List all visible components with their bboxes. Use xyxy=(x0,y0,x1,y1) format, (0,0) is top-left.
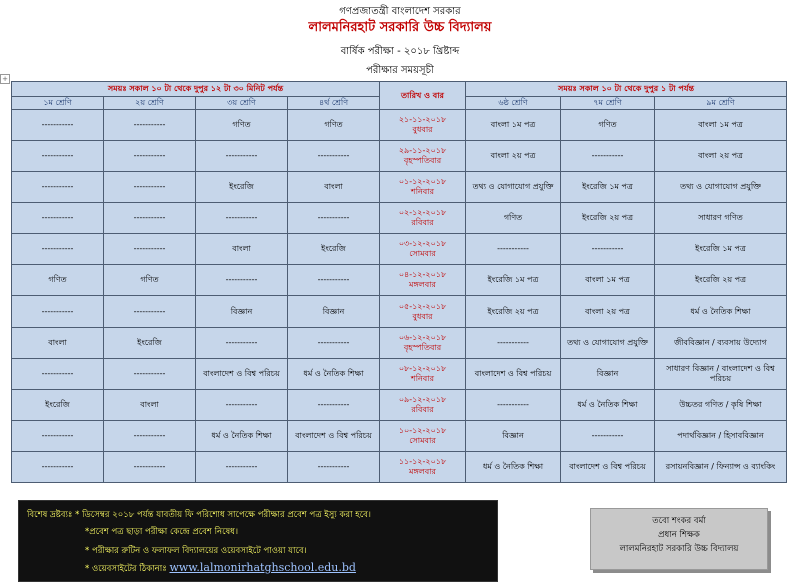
column-header: ২য় শ্রেণি xyxy=(104,97,196,110)
column-header: ৪র্থ শ্রেণি xyxy=(288,97,380,110)
subject-cell: বাংলাদেশ ও বিশ্ব পরিচয় xyxy=(466,358,561,389)
date-cell xyxy=(380,141,466,172)
subject-cell: বাংলাদেশ ও বিশ্ব পরিচয় xyxy=(288,420,380,451)
table-row xyxy=(12,172,787,203)
website-label: * ওয়েবসাইটের ঠিকানাঃ xyxy=(85,564,167,574)
subject-cell: ----------- xyxy=(104,110,196,141)
subject-cell: ----------- xyxy=(12,234,104,265)
exam-date: ০২-১২-২০১৮ xyxy=(398,208,447,218)
date-cell xyxy=(380,389,466,420)
subject-cell: ইংরেজি ২য় পত্র xyxy=(561,203,655,234)
subject-cell: উচ্চতর গণিত / কৃষি শিক্ষা xyxy=(655,389,787,420)
subject-cell: সাধারণ বিজ্ঞান / বাংলাদেশ ও বিশ্ব পরিচয় xyxy=(655,358,787,389)
subject-cell: ----------- xyxy=(104,234,196,265)
subject-cell: ----------- xyxy=(196,389,288,420)
column-header: ৯ম শ্রেণি xyxy=(655,97,787,110)
subject-cell: সাধারণ গণিত xyxy=(655,203,787,234)
subject-cell: ইংরেজি ১ম পত্র xyxy=(655,234,787,265)
subject-cell: গণিত xyxy=(466,203,561,234)
subject-cell: ইংরেজি xyxy=(196,172,288,203)
date-cell xyxy=(380,296,466,327)
exam-day: সোমবার xyxy=(409,249,436,259)
subject-cell: বাংলা xyxy=(196,234,288,265)
subject-cell: ----------- xyxy=(196,451,288,482)
subject-cell: ----------- xyxy=(104,203,196,234)
subject-cell: ----------- xyxy=(12,420,104,451)
subject-cell: ইংরেজি ২য় পত্র xyxy=(655,265,787,296)
date-cell xyxy=(380,265,466,296)
subject-cell: পদার্থবিজ্ঞান / হিসাববিজ্ঞান xyxy=(655,420,787,451)
subject-cell: ----------- xyxy=(561,234,655,265)
date-cell xyxy=(380,110,466,141)
exam-schedule-table xyxy=(11,81,787,483)
govt-title: গণপ্রজাতন্ত্রী বাংলাদেশ সরকার xyxy=(339,6,461,17)
subject-cell: বাংলা ২য় পত্র xyxy=(655,141,787,172)
subject-cell: বিজ্ঞান xyxy=(196,296,288,327)
date-cell xyxy=(380,234,466,265)
exam-date: ০৩-১২-২০১৮ xyxy=(398,239,447,249)
signatory-name: তবো শংকর বর্মা xyxy=(652,516,706,526)
subject-cell: ----------- xyxy=(196,203,288,234)
subject-cell: বিজ্ঞান xyxy=(561,358,655,389)
subject-cell: ইংরেজি xyxy=(12,389,104,420)
exam-date: ০৯-১২-২০১৮ xyxy=(398,394,447,404)
subject-cell: বাংলা ১ম পত্র xyxy=(655,110,787,141)
subject-cell: বাংলা ২য় পত্র xyxy=(561,296,655,327)
subject-cell: ----------- xyxy=(561,420,655,451)
subject-cell: তথ্য ও যোগাযোগ প্রযুক্তি xyxy=(655,172,787,203)
column-header: ১ম শ্রেণি xyxy=(12,97,104,110)
date-cell xyxy=(380,451,466,482)
subject-cell: ইংরেজি ২য় পত্র xyxy=(466,296,561,327)
subject-cell: বিজ্ঞান xyxy=(288,296,380,327)
subject-cell: ----------- xyxy=(104,420,196,451)
subject-cell: ----------- xyxy=(104,172,196,203)
subject-cell: ----------- xyxy=(104,296,196,327)
notice-line: * পরীক্ষার রুটিন ও ফলাফল বিদ্যালয়ের ওয়েবসাইটে পাওয়া যাবে। xyxy=(85,546,307,556)
subject-cell: ----------- xyxy=(466,389,561,420)
table-row xyxy=(12,141,787,172)
table-row xyxy=(12,110,787,141)
subject-cell: গণিত xyxy=(12,265,104,296)
table-row xyxy=(12,420,787,451)
column-header: ৬ষ্ঠ শ্রেণি xyxy=(466,97,561,110)
subject-cell: বিজ্ঞান xyxy=(466,420,561,451)
exam-date: ০৪-১২-২০১৮ xyxy=(398,270,447,280)
table-row xyxy=(12,358,787,389)
subject-cell: বাংলা xyxy=(104,389,196,420)
subject-cell: বাংলা xyxy=(288,172,380,203)
subject-cell: ইংরেজি ১ম পত্র xyxy=(466,265,561,296)
table-row xyxy=(12,265,787,296)
time-right-header: সময়ঃ সকাল ১০ টা থেকে দুপুর ১ টা পর্যন্ত xyxy=(466,82,787,97)
subject-cell: ----------- xyxy=(466,327,561,358)
date-cell xyxy=(380,327,466,358)
subject-cell: ----------- xyxy=(12,296,104,327)
subject-cell: বাংলা ২য় পত্র xyxy=(466,141,561,172)
subject-cell: ----------- xyxy=(196,141,288,172)
date-cell xyxy=(380,172,466,203)
subject-cell: ----------- xyxy=(196,327,288,358)
subject-cell: ----------- xyxy=(12,141,104,172)
exam-date: ১০-১২-২০১৮ xyxy=(398,425,447,435)
exam-date: ০৬-১২-২০১৮ xyxy=(398,332,447,342)
table-move-handle-icon[interactable]: + xyxy=(0,74,10,84)
exam-day: রবিবার xyxy=(411,218,434,228)
subject-cell: ----------- xyxy=(104,141,196,172)
subject-cell: ----------- xyxy=(12,203,104,234)
column-header: ৩য় শ্রেণি xyxy=(196,97,288,110)
exam-date: ২৯-১১-২০১৮ xyxy=(398,146,447,156)
exam-date: ২১-১১-২০১৮ xyxy=(398,115,447,125)
date-cell xyxy=(380,358,466,389)
subject-cell: ----------- xyxy=(104,451,196,482)
table-row xyxy=(12,203,787,234)
school-name: লালমনিরহাট সরকারি উচ্চ বিদ্যালয় xyxy=(308,20,492,35)
date-cell xyxy=(380,420,466,451)
table-row xyxy=(12,327,787,358)
exam-date: ০৫-১২-২০১৮ xyxy=(398,301,447,311)
exam-date: ০১-১২-২০১৮ xyxy=(398,177,447,187)
table-row xyxy=(12,451,787,482)
subject-cell: রসায়নবিজ্ঞান / ফিন্যান্স ও ব্যাংকিং xyxy=(655,451,787,482)
subject-cell: ----------- xyxy=(12,358,104,389)
exam-day: রবিবার xyxy=(411,404,434,414)
exam-date: ০৮-১২-২০১৮ xyxy=(398,363,447,373)
signatory-title: প্রধান শিক্ষক xyxy=(658,530,700,540)
exam-day: বুধবার xyxy=(412,311,433,321)
exam-day: বৃহস্পতিবার xyxy=(403,156,442,166)
table-row xyxy=(12,234,787,265)
subject-cell: ধর্ম ও নৈতিক শিক্ষা xyxy=(655,296,787,327)
schedule-title: পরীক্ষার সময়সূচী xyxy=(366,65,434,76)
subject-cell: জীববিজ্ঞান / ব্যবসায় উদ্যোগ xyxy=(655,327,787,358)
subject-cell: ----------- xyxy=(288,451,380,482)
subject-cell: ----------- xyxy=(288,141,380,172)
subject-cell: গণিত xyxy=(561,110,655,141)
subject-cell: বাংলাদেশ ও বিশ্ব পরিচয় xyxy=(196,358,288,389)
exam-day: বৃহস্পতিবার xyxy=(403,342,442,352)
signature-box xyxy=(590,508,768,570)
notice-line: বিশেষ দ্রষ্টব্যঃ * ডিসেম্বর ২০১৮ পর্যন্ত যাবতীয় ফি পরিশোধ সাপেক্ষে পরীক্ষার প্রবেশ পত্র ইস্যু করা হবে। xyxy=(27,510,371,520)
subject-cell: ----------- xyxy=(12,110,104,141)
time-left-header: সময়ঃ সকাল ১০ টা থেকে দুপুর ১২ টা ৩০ মিনিট পর্যন্ত xyxy=(12,82,380,97)
subject-cell: ----------- xyxy=(288,327,380,358)
subject-cell: ----------- xyxy=(12,172,104,203)
subject-cell: ----------- xyxy=(466,234,561,265)
website-link[interactable]: www.lalmonirhatghschool.edu.bd xyxy=(169,561,356,574)
subject-cell: ধর্ম ও নৈতিক শিক্ষা xyxy=(466,451,561,482)
exam-day: মঙ্গলবার xyxy=(409,280,436,290)
date-cell xyxy=(380,203,466,234)
subject-cell: বাংলাদেশ ও বিশ্ব পরিচয় xyxy=(561,451,655,482)
exam-day: শনিবার xyxy=(411,187,434,197)
subject-cell: ধর্ম ও নৈতিক শিক্ষা xyxy=(561,389,655,420)
subject-cell: ইংরেজি xyxy=(104,327,196,358)
subject-cell: ----------- xyxy=(288,389,380,420)
exam-title: বার্ষিক পরীক্ষা - ২০১৮ খ্রিষ্টাব্দ xyxy=(340,46,460,57)
exam-day: মঙ্গলবার xyxy=(409,466,436,476)
notice-box xyxy=(18,500,498,582)
notice-line: *প্রবেশ পত্র ছাড়া পরীক্ষা কেন্দ্রে প্রবেশ নিষেধ। xyxy=(85,527,238,537)
subject-cell: ----------- xyxy=(12,451,104,482)
subject-cell: ----------- xyxy=(196,265,288,296)
exam-date: ১১-১২-২০১৮ xyxy=(398,456,447,466)
column-header: ৭ম শ্রেণি xyxy=(561,97,655,110)
signatory-school: লালমনিরহাট সরকারি উচ্চ বিদ্যালয় xyxy=(619,544,739,554)
subject-cell: ----------- xyxy=(288,203,380,234)
date-header: তারিখ ও বার xyxy=(380,82,466,110)
subject-cell: ইংরেজি xyxy=(288,234,380,265)
subject-cell: ----------- xyxy=(561,141,655,172)
subject-cell: বাংলা ১ম পত্র xyxy=(466,110,561,141)
table-row xyxy=(12,389,787,420)
subject-cell: ধর্ম ও নৈতিক শিক্ষা xyxy=(288,358,380,389)
table-row xyxy=(12,296,787,327)
subject-cell: ----------- xyxy=(104,358,196,389)
subject-cell: ধর্ম ও নৈতিক শিক্ষা xyxy=(196,420,288,451)
exam-day: সোমবার xyxy=(409,435,436,445)
subject-cell: তথ্য ও যোগাযোগ প্রযুক্তি xyxy=(466,172,561,203)
subject-cell: গণিত xyxy=(104,265,196,296)
subject-cell: বাংলা xyxy=(12,327,104,358)
subject-cell: গণিত xyxy=(196,110,288,141)
notice-line xyxy=(85,561,356,576)
subject-cell: ইংরেজি ১ম পত্র xyxy=(561,172,655,203)
subject-cell: বাংলা ১ম পত্র xyxy=(561,265,655,296)
exam-day: বুধবার xyxy=(412,125,433,135)
subject-cell: তথ্য ও যোগাযোগ প্রযুক্তি xyxy=(561,327,655,358)
subject-cell: ----------- xyxy=(288,265,380,296)
subject-cell: গণিত xyxy=(288,110,380,141)
exam-day: শনিবার xyxy=(411,373,434,383)
